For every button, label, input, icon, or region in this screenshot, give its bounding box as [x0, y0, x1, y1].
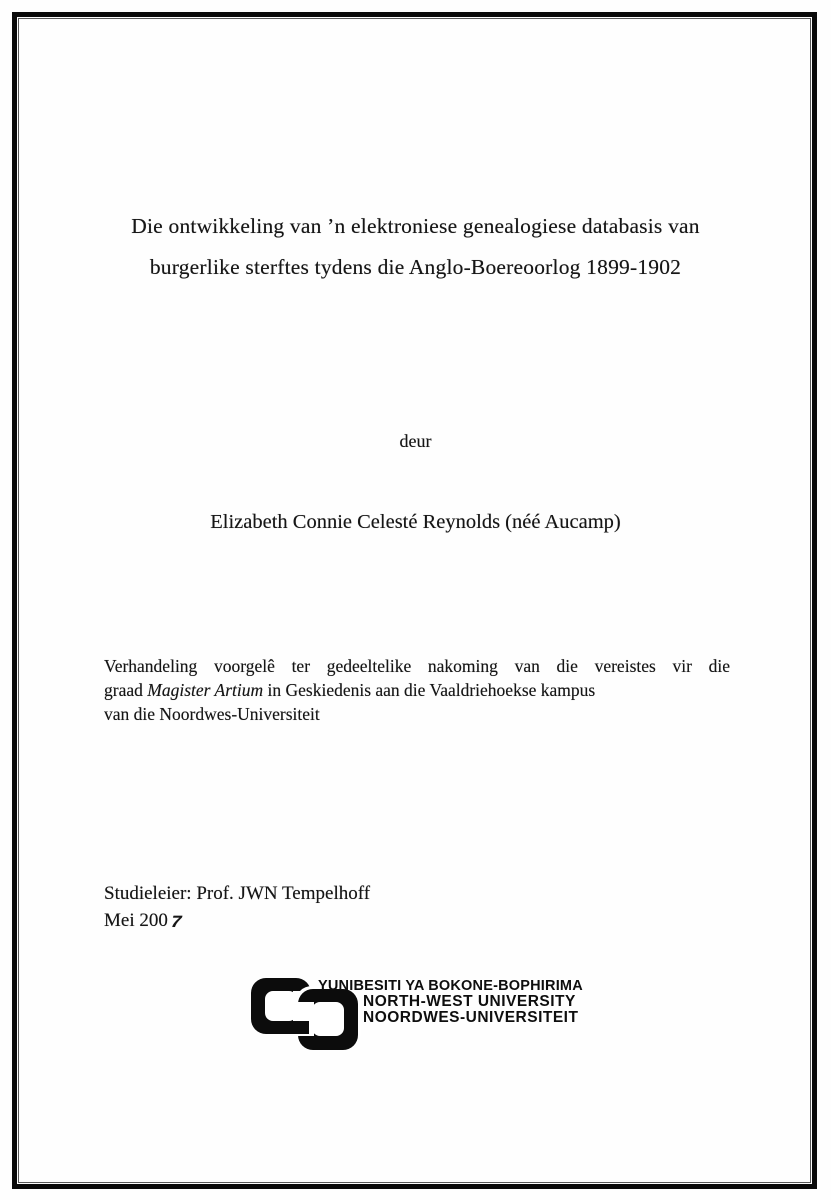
degree-statement-line2-pre: graad — [104, 679, 148, 700]
university-name-afrikaans: NOORDWES-UNIVERSITEIT — [363, 1009, 579, 1026]
thesis-title-line1: Die ontwikkeling van ’n elektroniese genealogiese databasis van — [131, 214, 700, 238]
university-name-setswana: YUNIBESITI YA BOKONE-BOPHIRIMA — [318, 978, 583, 994]
degree-statement-line1: Verhandeling voorgelê ter gedeeltelike nakoming van die vereistes vir die — [104, 656, 730, 676]
degree-statement — [104, 655, 730, 726]
handwritten-seven-glyph: 7 — [168, 912, 184, 931]
university-name-english: NORTH-WEST UNIVERSITY — [363, 993, 576, 1010]
degree-name-italic: Magister Artium — [147, 679, 264, 700]
degree-statement-line2-post: in Geskiedenis aan die Vaaldriehoekse kampus — [263, 679, 596, 700]
university-name-block — [318, 978, 583, 1026]
supervisor-block — [104, 881, 370, 934]
thesis-title — [66, 206, 765, 288]
thesis-title-line2: burgerlike sterftes tydens die Anglo-Boereoorlog 1899-1902 — [149, 255, 682, 279]
degree-statement-line3: van die Noordwes-Universiteit — [104, 703, 320, 724]
date-prefix: Mei 200 — [104, 909, 168, 931]
degree-statement-line2 — [104, 679, 730, 703]
supervisor-line: Studieleier: Prof. JWN Tempelhoff — [104, 883, 371, 904]
author-name: Elizabeth Connie Celesté Reynolds (néé Aucamp) — [210, 511, 621, 533]
date-line — [104, 908, 370, 935]
byline-deur: deur — [399, 431, 432, 451]
university-logo — [250, 974, 590, 1056]
